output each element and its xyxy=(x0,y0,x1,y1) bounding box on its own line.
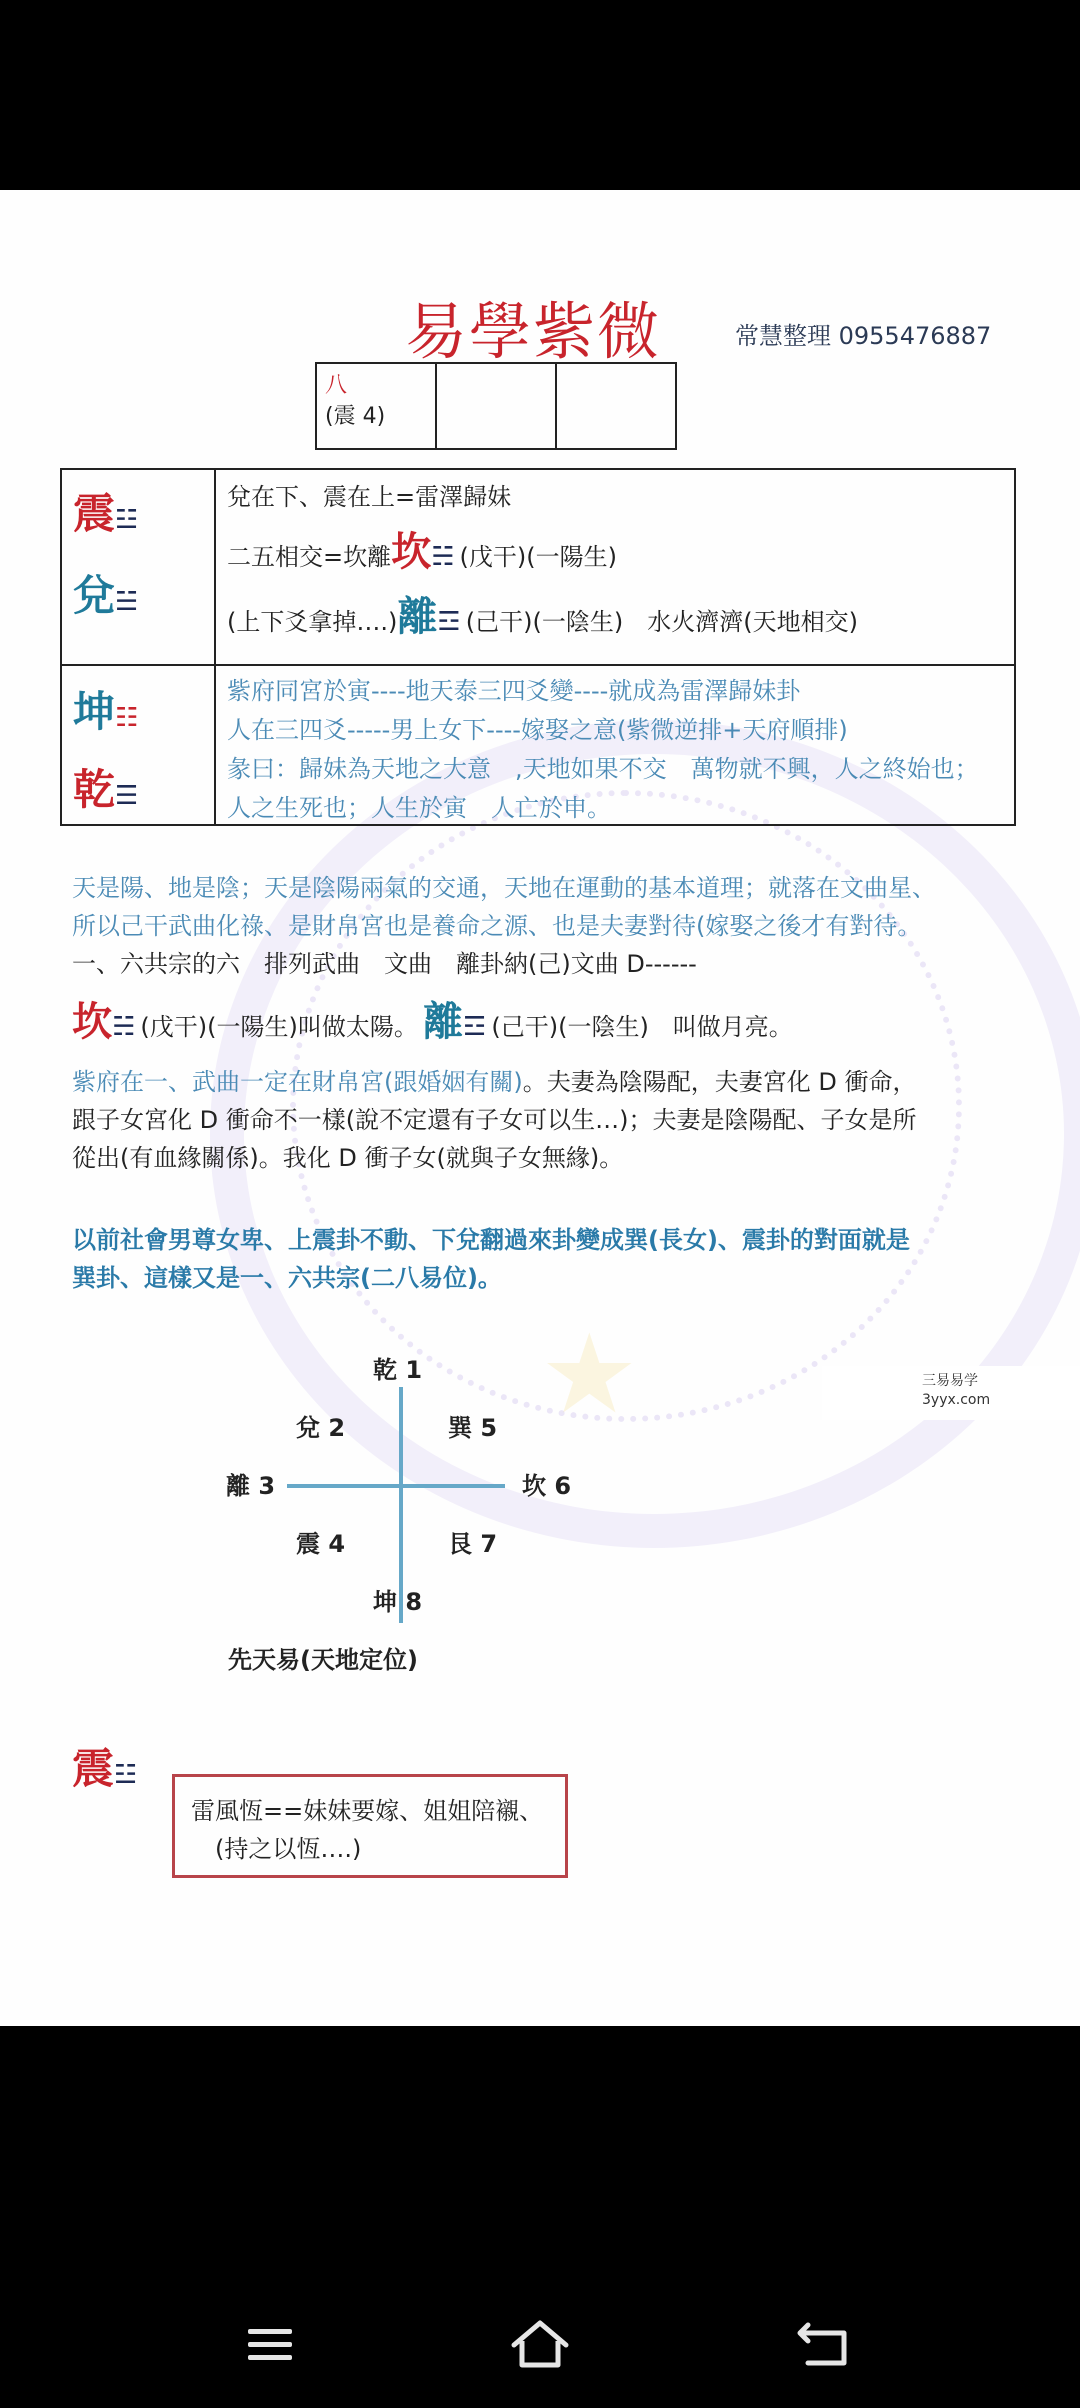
li-char: 離 xyxy=(397,593,438,640)
row2-line1: 紫府同宮於寅----地天泰三四爻變----就成為雷澤歸妹卦 xyxy=(227,677,801,705)
gua-qian: 乾 xyxy=(73,765,116,814)
watermark-line2: 3yyx.com xyxy=(922,1392,991,1408)
bottom-zhen-trigram-icon: ☳ xyxy=(114,1760,138,1790)
gua-dui: 兌 xyxy=(73,571,116,620)
kan-sun-trigram-icon: ☵ xyxy=(112,1012,136,1042)
small-table-number: 八 xyxy=(325,373,348,398)
gua-zhen: 震 xyxy=(73,489,116,538)
diagram-xun: 巽 5 xyxy=(448,1414,498,1442)
row1-line3-pre: (上下爻拿掉….) xyxy=(227,608,398,636)
row1-line3 xyxy=(227,585,1013,642)
para1-line2: 所以己干武曲化祿、是財帛宮也是養命之源、也是夫妻對待(嫁娶之後才有對待。 xyxy=(72,912,922,940)
diagram-kun: 坤 8 xyxy=(373,1588,423,1616)
heng-note-line1: 雷風恆==妹妹要嫁、姐姐陪襯、 xyxy=(191,1797,544,1825)
row1-text-cell xyxy=(215,469,1015,665)
zhen-trigram-icon: ☳ xyxy=(115,505,139,535)
author-credit: 常慧整理 0955476887 xyxy=(735,322,992,350)
watermark-line1: 三易易学 xyxy=(922,1373,978,1389)
gua-kun: 坤 xyxy=(73,687,116,736)
diagram-caption: 先天易(天地定位) xyxy=(228,1646,418,1674)
small-table xyxy=(315,362,677,450)
bottom-gua xyxy=(72,1736,137,1796)
kan-sun-char: 坎 xyxy=(72,998,112,1045)
para3-line1: 以前社會男尊女卑、上震卦不動、下兌翻過來卦變成巽(長女)、震卦的對面就是 xyxy=(72,1226,910,1254)
diagram-dui: 兌 2 xyxy=(296,1414,346,1442)
small-table-cell-2 xyxy=(436,363,556,449)
diagram-horizontal-axis xyxy=(287,1484,505,1488)
row2-text-cell xyxy=(215,665,1015,825)
row1-gua-cell xyxy=(61,469,215,665)
row2-gua-cell xyxy=(61,665,215,825)
small-table-cell-3 xyxy=(556,363,676,449)
kanli-line xyxy=(72,990,793,1047)
para2-line2: 跟子女宮化 D 衝命不一樣(說不定還有子女可以生…)；夫妻是陰陽配、子女是所 xyxy=(72,1106,917,1134)
heng-note-box xyxy=(172,1774,568,1878)
row2-line4: 人之生死也；人生於寅 人亡於申。 xyxy=(227,794,611,822)
para2-line1 xyxy=(72,1062,916,1097)
qian-trigram-icon: ☰ xyxy=(115,781,139,811)
kan-trigram-icon: ☵ xyxy=(431,542,455,572)
small-table-cell-1 xyxy=(316,363,436,449)
bottom-gua-zhen: 震 xyxy=(72,1744,115,1793)
menu-icon[interactable] xyxy=(230,2305,310,2385)
page-title: 易學紫微 xyxy=(405,295,662,368)
li-moon-trigram-icon: ☲ xyxy=(462,1012,487,1042)
row1-line2-pre: 二五相交=坎離 xyxy=(227,543,392,571)
row2-line2: 人在三四爻-----男上女下----嫁娶之意(紫微逆排+天府順排) xyxy=(227,716,848,744)
watermark-star-icon: ★ xyxy=(540,1310,639,1438)
kan-sun-text: (戊干)(一陽生)叫做太陽。 xyxy=(140,1013,418,1041)
kun-trigram-icon: ☷ xyxy=(115,703,139,733)
li-moon-char: 離 xyxy=(422,998,463,1045)
heng-note-line2: (持之以恆….) xyxy=(215,1835,362,1863)
watermark-label xyxy=(822,1366,1080,1420)
diagram-gen: 艮 7 xyxy=(448,1530,498,1558)
para2-line3: 從出(有血緣關係)。我化 D 衝子女(就與子女無緣)。 xyxy=(72,1144,624,1172)
row1-line2 xyxy=(227,520,1013,577)
para3-line2: 巽卦、這樣又是一、六共宗(二八易位)。 xyxy=(72,1264,502,1292)
small-table-label: (震 4) xyxy=(325,404,386,429)
document-page xyxy=(0,190,1080,2026)
back-icon[interactable] xyxy=(784,2305,864,2385)
dui-trigram-icon: ☱ xyxy=(115,587,139,617)
diagram-kan: 坎 6 xyxy=(522,1472,572,1500)
para1-line1: 天是陽、地是陰；天是陰陽兩氣的交通，天地在運動的基本道理；就落在文曲星、 xyxy=(72,874,936,902)
home-icon[interactable] xyxy=(500,2305,580,2385)
row2-line3: 彖曰：歸妹為天地之大意 ,天地如果不交 萬物就不興，人之終始也； xyxy=(227,755,979,783)
diagram-li: 離 3 xyxy=(226,1472,276,1500)
diagram-qian: 乾 1 xyxy=(373,1356,423,1384)
row1-line1: 兌在下、震在上=雷澤歸妹 xyxy=(227,483,512,511)
diagram-zhen: 震 4 xyxy=(296,1530,346,1558)
para1-line3: 一、六共宗的六 排列武曲 文曲 離卦納(己)文曲 D------ xyxy=(72,950,697,978)
main-table xyxy=(60,468,1016,826)
para2-line1-dark: 。夫妻為陰陽配，夫妻宮化 D 衝命， xyxy=(522,1068,917,1096)
li-trigram-icon: ☲ xyxy=(437,607,461,637)
para2-line1-blue: 紫府在一、武曲一定在財帛宮(跟婚姻有關) xyxy=(72,1068,523,1096)
li-moon-text: (己干)(一陰生) 叫做月亮。 xyxy=(491,1013,793,1041)
row1-line2-post: (戊干)(一陽生) xyxy=(459,543,617,571)
kan-char: 坎 xyxy=(391,528,432,575)
row1-line3-post: (己干)(一陰生) 水火濟濟(天地相交) xyxy=(465,608,858,636)
